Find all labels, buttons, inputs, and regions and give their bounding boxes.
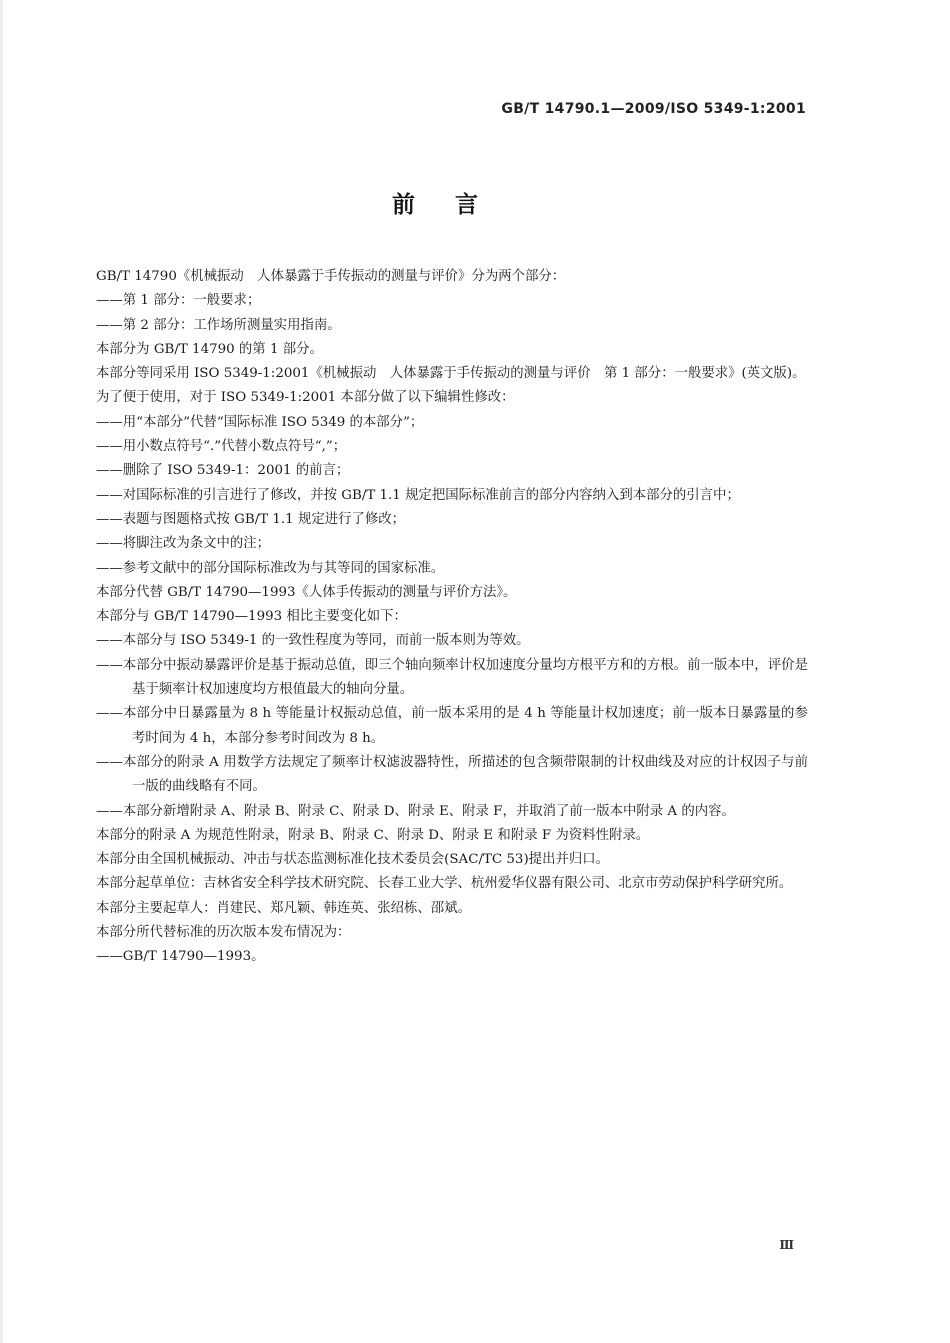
list-item: ——GB/T 14790—1993。: [96, 949, 265, 965]
paragraph: 本部分起草单位：吉林省安全科学技术研究院、长春工业大学、杭州爱华仪器有限公司、北京市劳动保护科学研究所。: [96, 876, 793, 892]
list-item: ——本部分中振动暴露评价是基于振动总值，即三个轴向频率计权加速度分量均方根平方和的方根。前一版本中，评价是基于频率计权加速度均方根值最大的轴向分量。: [96, 657, 808, 698]
foreword-body: [68, 265, 808, 970]
list-item: ——第 1 部分：一般要求；: [96, 293, 261, 309]
standard-number: GB/T 14790.1—2009/ISO 5349-1:2001: [501, 101, 806, 117]
list-item: ——用“本部分”代替“国际标准 ISO 5349 的本部分”；: [96, 414, 424, 430]
paragraph: 本部分为 GB/T 14790 的第 1 部分。: [96, 341, 323, 357]
list-item: ——本部分中日暴露量为 8 h 等能量计权振动总值，前一版本采用的是 4 h 等能量计权加速度；前一版本日暴露量的参考时间为 4 h，本部分参考时间改为 8 h。: [96, 706, 808, 746]
paragraph: 本部分的附录 A 为规范性附录，附录 B、附录 C、附录 D、附录 E 和附录 F 为资料性附录。: [96, 827, 650, 843]
page-title: 前言: [392, 192, 518, 218]
paragraph: 本部分由全国机械振动、冲击与状态监测标准化技术委员会(SAC/TC 53)提出并归口。: [96, 852, 610, 868]
list-item: ——表题与图题格式按 GB/T 1.1 规定进行了修改；: [96, 511, 406, 527]
paragraph: 本部分所代替标准的历次版本发布情况为：: [96, 925, 351, 941]
list-item: ——本部分与 ISO 5349-1 的一致性程度为等同，而前一版本则为等效。: [96, 633, 530, 649]
list-item: ——对国际标准的引言进行了修改，并按 GB/T 1.1 规定把国际标准前言的部分内容纳入到本部分的引言中；: [96, 487, 740, 503]
paragraph: 本部分主要起草人：肖建民、郑凡颖、韩连英、张绍栋、邵斌。: [96, 900, 471, 916]
list-item: ——用小数点符号“.”代替小数点符号“,”；: [96, 439, 347, 455]
paragraph: GB/T 14790《机械振动 人体暴露于手传振动的测量与评价》分为两个部分：: [96, 269, 566, 284]
paragraph: 本部分代替 GB/T 14790—1993《人体手传振动的测量与评价方法》。: [96, 584, 517, 600]
paragraph: 本部分等同采用 ISO 5349-1:2001《机械振动 人体暴露于手传振动的测量与评价 第 1 部分：一般要求》(英文版)。: [96, 366, 806, 382]
list-item: ——第 2 部分：工作场所测量实用指南。: [96, 317, 341, 333]
page-number: Ⅲ: [779, 1238, 794, 1252]
paragraph: 为了便于使用，对于 ISO 5349-1:2001 本部分做了以下编辑性修改：: [96, 390, 515, 406]
list-item: ——将脚注改为条文中的注；: [96, 536, 271, 552]
list-item: ——本部分新增附录 A、附录 B、附录 C、附录 D、附录 E、附录 F，并取消了前一版本中附录 A 的内容。: [96, 803, 735, 819]
paragraph: 本部分与 GB/T 14790—1993 相比主要变化如下：: [96, 609, 407, 625]
list-item: ——参考文献中的部分国际标准改为与其等同的国家标准。: [96, 560, 445, 576]
list-item: ——删除了 ISO 5349-1：2001 的前言；: [96, 463, 350, 479]
list-item: ——本部分的附录 A 用数学方法规定了频率计权滤波器特性，所描述的包含频带限制的计权曲线及对应的计权因子与前一版的曲线略有不同。: [96, 754, 808, 795]
